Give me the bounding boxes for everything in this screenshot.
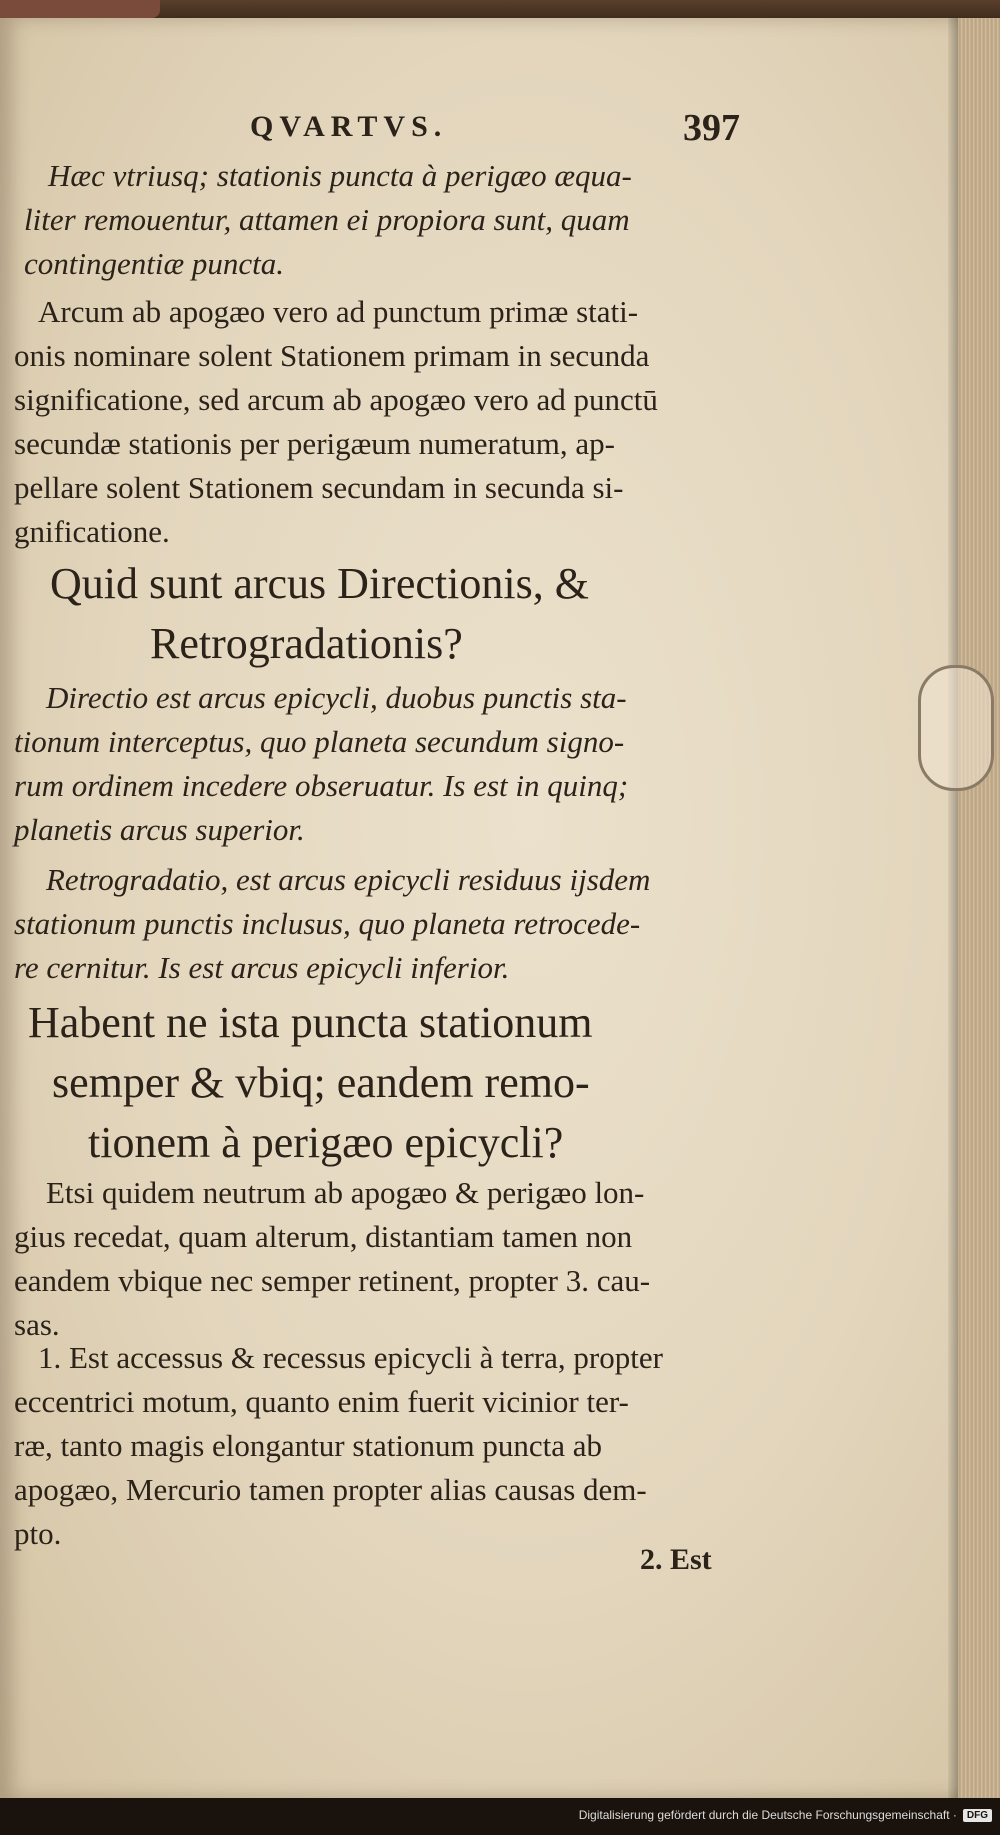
digitization-footer	[579, 1808, 992, 1822]
text-line: onis nominare solent Stationem primam in secunda	[14, 338, 650, 373]
text-line: eccentrici motum, quanto enim fuerit vicinior ter-	[14, 1384, 629, 1419]
text-line: gius recedat, quam alterum, distantiam tamen non	[14, 1219, 633, 1254]
text-line: pellare solent Stationem secundam in secunda si-	[14, 470, 624, 505]
text-line: Hæc vtriusq; stationis puncta à perigæo æqua-	[48, 158, 632, 193]
paragraph-5	[14, 1171, 650, 1347]
text-line: apogæo, Mercurio tamen propter alias causas dem-	[14, 1472, 647, 1507]
paragraph-2	[14, 290, 658, 554]
text-line: stationum punctis inclusus, quo planeta retrocede-	[14, 906, 641, 941]
paragraph-3	[14, 676, 628, 852]
footer-credit: Digitalisierung gefördert durch die Deutsche Forschungsgemeinschaft ·	[578, 1808, 957, 1822]
paragraph-6	[14, 1336, 663, 1556]
heading-line: Quid sunt arcus Directionis, &	[50, 559, 589, 608]
book-page	[0, 18, 958, 1798]
text-line: secundæ stationis per perigæum numeratum, ap-	[14, 426, 615, 461]
text-line: Etsi quidem neutrum ab apogæo & perigæo lon-	[46, 1175, 645, 1210]
heading-line: semper & vbiq; eandem remo-	[52, 1058, 590, 1107]
text-line: tionum interceptus, quo planeta secundum signo-	[14, 724, 625, 759]
text-line: pto.	[14, 1516, 62, 1551]
paragraph-1	[24, 154, 632, 286]
text-line: Arcum ab apogæo vero ad punctum primæ stati-	[38, 294, 639, 329]
heading-stationum	[28, 993, 728, 1173]
text-line: eandem vbique nec semper retinent, propter 3. cau-	[14, 1263, 651, 1298]
text-line: ræ, tanto magis elongantur stationum puncta ab	[14, 1428, 603, 1463]
scanner-clip	[918, 665, 994, 791]
book-cover-cloth	[0, 0, 160, 18]
dfg-logo: DFG	[963, 1809, 992, 1822]
page-header	[250, 107, 740, 154]
catchword: 2. Est	[640, 1543, 712, 1576]
text-line: sas.	[14, 1307, 60, 1342]
heading-line: Habent ne ista puncta stationum	[28, 998, 593, 1047]
text-line: 1. Est accessus & recessus epicycli à terra, propter	[38, 1340, 663, 1375]
text-line: contingentiæ puncta.	[24, 246, 285, 281]
text-line: Directio est arcus epicycli, duobus punctis sta-	[46, 680, 627, 715]
heading-directionis	[50, 554, 710, 674]
heading-line: tionem à perigæo epicycli?	[88, 1118, 564, 1167]
running-title: QVARTVS.	[250, 110, 448, 143]
text-line: planetis arcus superior.	[14, 812, 305, 847]
paragraph-4	[14, 858, 650, 990]
page-number: 397	[683, 107, 740, 149]
text-line: liter remouentur, attamen ei propiora sunt, quam	[24, 202, 630, 237]
text-line: significatione, sed arcum ab apogæo vero ad punctū	[14, 382, 658, 417]
page-stack-edge	[958, 18, 1000, 1808]
text-line: gnificatione.	[14, 514, 170, 549]
text-line: re cernitur. Is est arcus epicycli inferior.	[14, 950, 510, 985]
heading-line: Retrogradationis?	[150, 619, 463, 668]
text-line: rum ordinem incedere obseruatur. Is est in quinq;	[14, 768, 629, 803]
text-line: Retrogradatio, est arcus epicycli residuus ijsdem	[46, 862, 651, 897]
